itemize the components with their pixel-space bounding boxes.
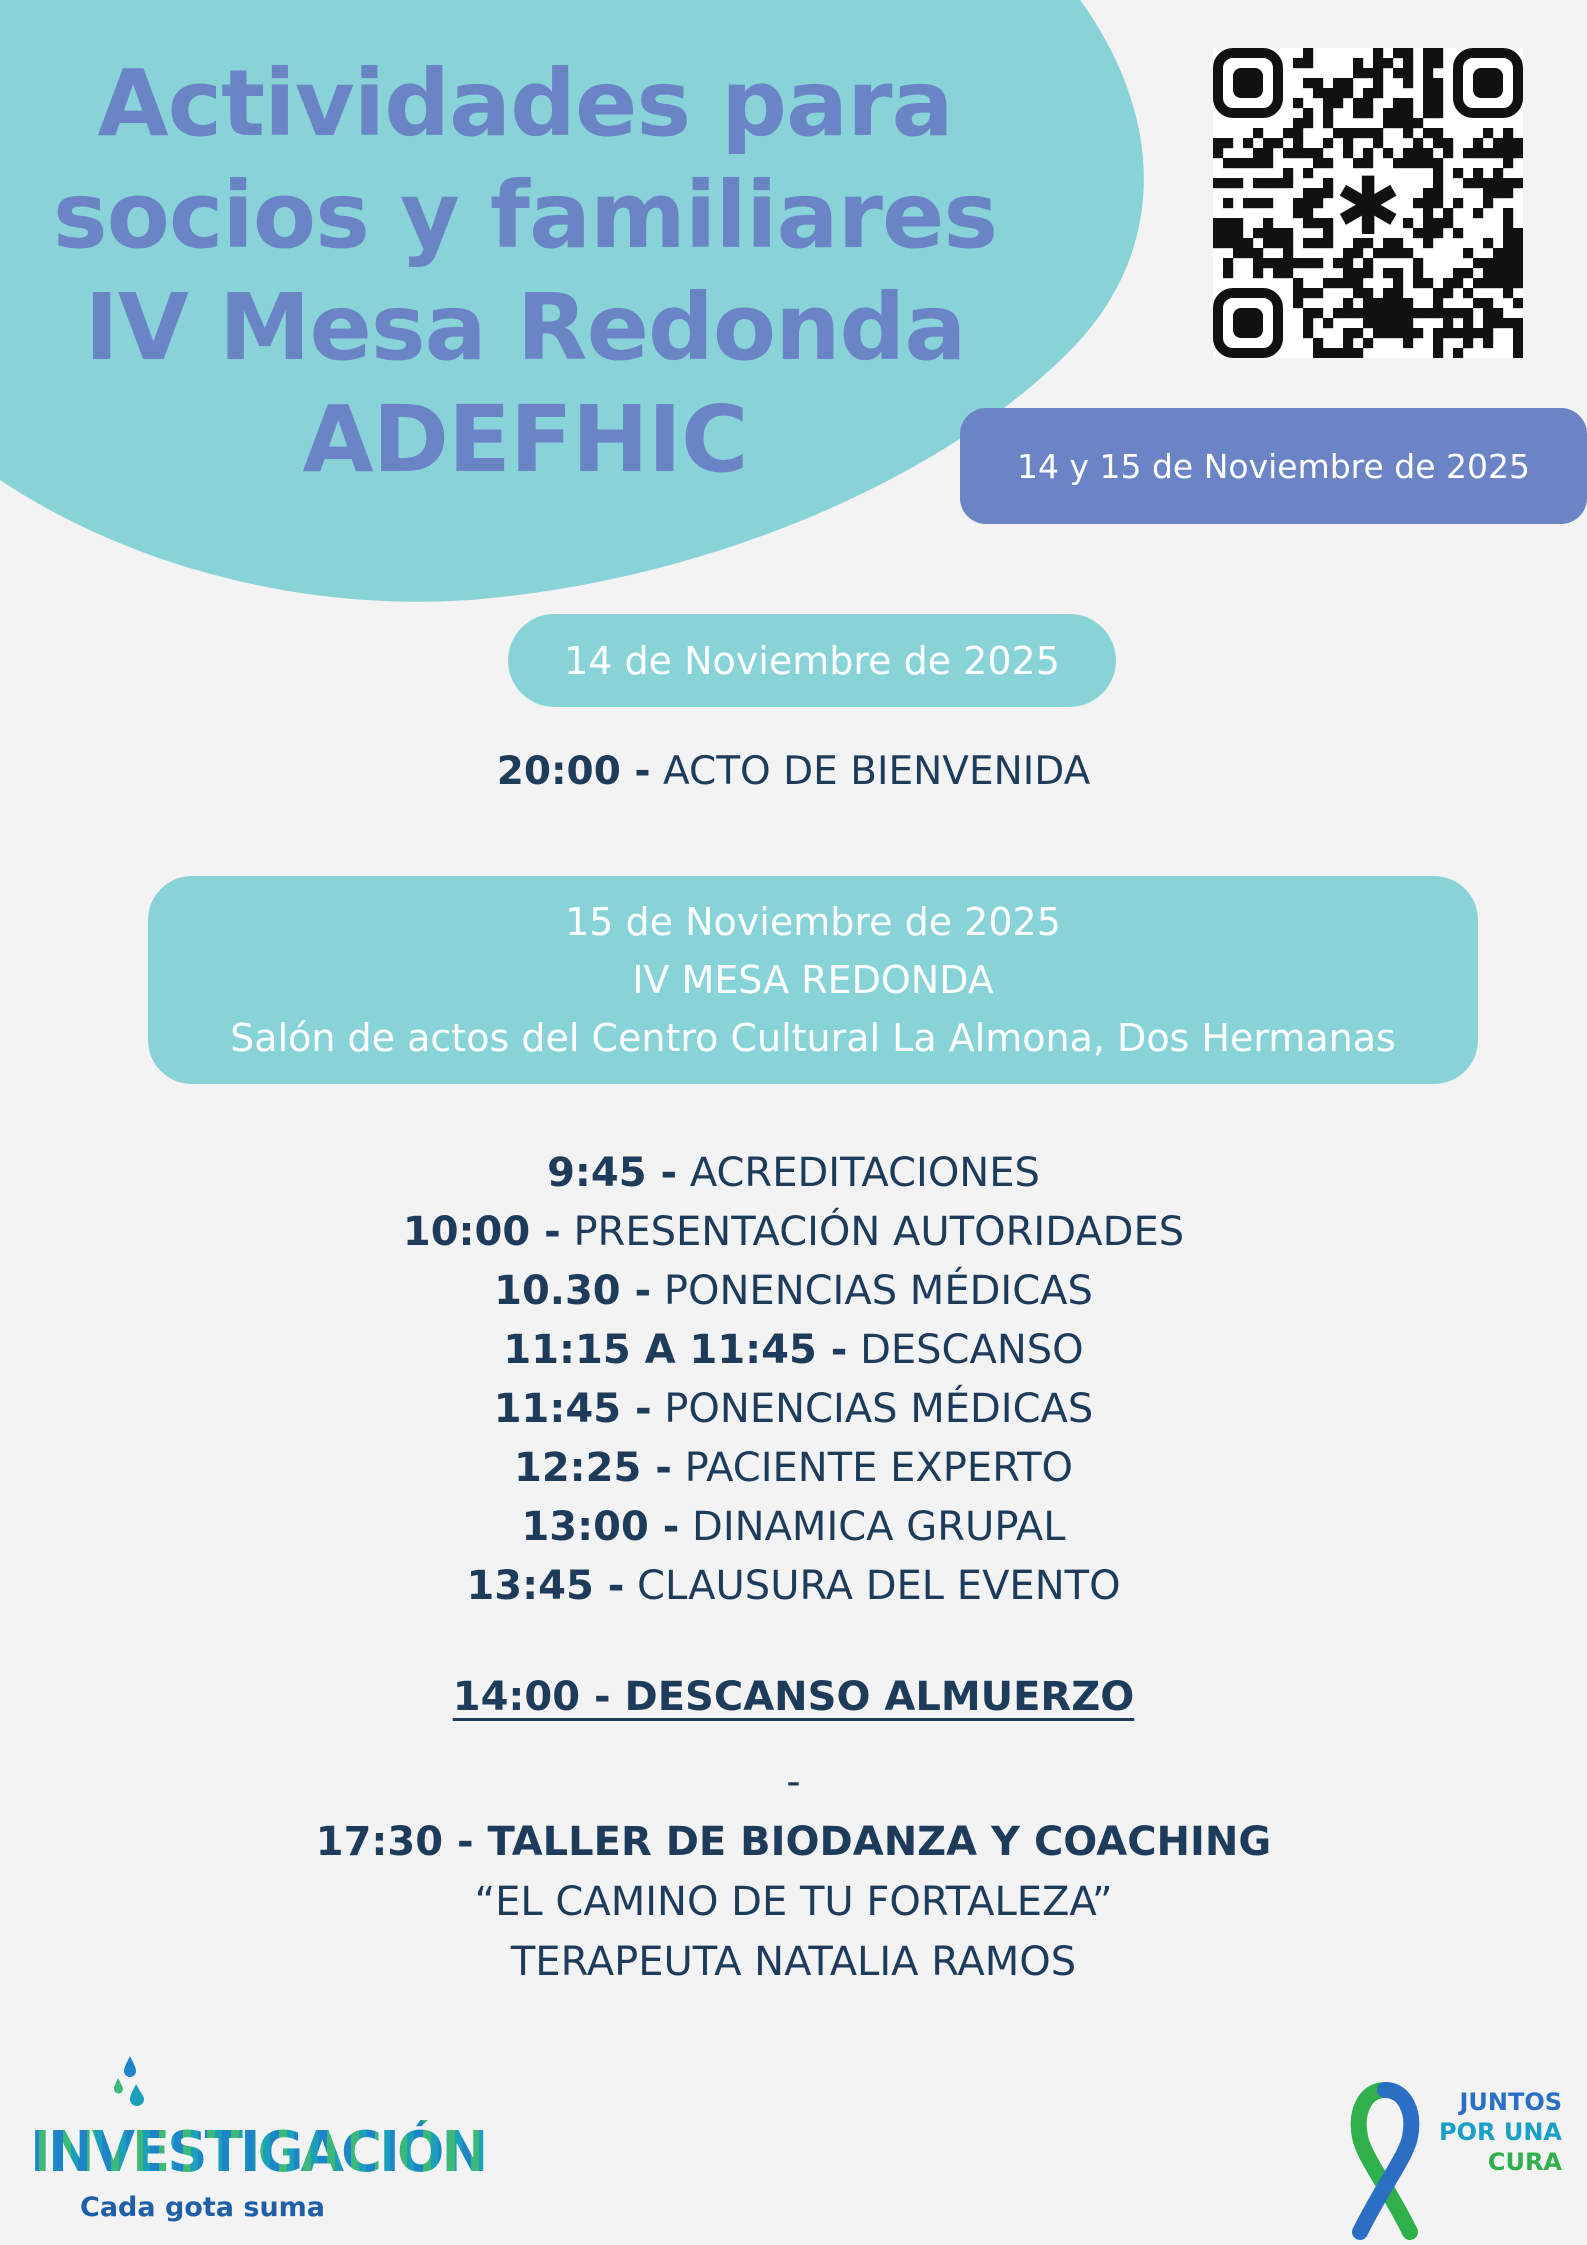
schedule-time: 9:45 -: [547, 1150, 678, 1196]
schedule-list: [0, 1144, 1587, 1616]
investigacion-wordmark: INVESTIGACIÓN: [30, 2120, 486, 2185]
day2-date: 15 de Noviembre de 2025: [565, 900, 1061, 944]
event-dates-badge: 14 y 15 de Noviembre de 2025: [960, 408, 1587, 524]
schedule-activity: DESCANSO: [860, 1327, 1084, 1373]
juntos-por-una-cura-logo: [1330, 2082, 1570, 2242]
welcome-item: [0, 746, 1587, 798]
welcome-activity: ACTO DE BIENVENIDA: [663, 749, 1091, 794]
schedule-item: [0, 1262, 1587, 1321]
workshop-subtitle: “EL CAMINO DE TU FORTALEZA”: [474, 1879, 1113, 1925]
schedule-item: [0, 1321, 1587, 1380]
schedule-item: [0, 1144, 1587, 1203]
schedule-time: 10:00 -: [402, 1209, 561, 1255]
schedule-item: [0, 1557, 1587, 1616]
juntos-line-3: CURA: [1487, 2148, 1562, 2176]
schedule-item: [0, 1380, 1587, 1439]
day2-event: IV MESA REDONDA: [632, 958, 994, 1002]
schedule-item: [0, 1439, 1587, 1498]
title-line-4: ADEFHIC: [302, 386, 748, 493]
title-line-3: IV Mesa Redonda: [84, 274, 966, 381]
title-line-2: socios y familiares: [52, 162, 998, 269]
schedule-time: 12:25 -: [513, 1445, 672, 1491]
schedule-activity: PRESENTACIÓN AUTORIDADES: [573, 1209, 1185, 1255]
workshop-title: 17:30 - TALLER DE BIODANZA Y COACHING: [315, 1819, 1272, 1865]
title-line-1: Actividades para: [97, 50, 953, 157]
workshop-therapist: TERAPEUTA NATALIA RAMOS: [510, 1939, 1077, 1985]
page-title: [30, 48, 1020, 496]
schedule-activity: PONENCIAS MÉDICAS: [663, 1268, 1093, 1314]
schedule-activity: DINAMICA GRUPAL: [692, 1504, 1066, 1550]
schedule-time: 11:45 -: [493, 1386, 652, 1432]
schedule-activity: PACIENTE EXPERTO: [684, 1445, 1073, 1491]
juntos-text: [1420, 2087, 1562, 2177]
qr-code-icon[interactable]: [1213, 48, 1523, 358]
juntos-line-1: JUNTOS: [1459, 2088, 1562, 2116]
schedule-item: [0, 1203, 1587, 1262]
schedule-time: 13:00 -: [521, 1504, 680, 1550]
water-drops-icon: [100, 2052, 160, 2122]
investigacion-logo: [30, 2052, 486, 2232]
day2-info-box: [148, 876, 1478, 1084]
workshop-dash: -: [786, 1759, 801, 1805]
schedule-item: [0, 1498, 1587, 1557]
schedule-time: 13:45 -: [466, 1563, 625, 1609]
welcome-time: 20:00 -: [496, 749, 651, 794]
investigacion-tagline: Cada gota suma: [80, 2192, 326, 2223]
juntos-line-2: POR UNA: [1439, 2118, 1562, 2146]
schedule-activity: ACREDITACIONES: [689, 1150, 1040, 1196]
day2-venue: Salón de actos del Centro Cultural La Almona, Dos Hermanas: [230, 1016, 1396, 1060]
schedule-activity: PONENCIAS MÉDICAS: [664, 1386, 1094, 1432]
schedule-time: 10.30 -: [494, 1268, 652, 1314]
workshop-block: [0, 1752, 1587, 1992]
svg-text:✱: ✱: [1334, 160, 1402, 253]
lunch-text: 14:00 - DESCANSO ALMUERZO: [452, 1674, 1135, 1720]
schedule-time: 11:15 A 11:45 -: [503, 1327, 848, 1373]
lunch-break: [0, 1674, 1587, 1720]
schedule-activity: CLAUSURA DEL EVENTO: [637, 1563, 1121, 1609]
day1-date-pill: 14 de Noviembre de 2025: [508, 614, 1116, 707]
